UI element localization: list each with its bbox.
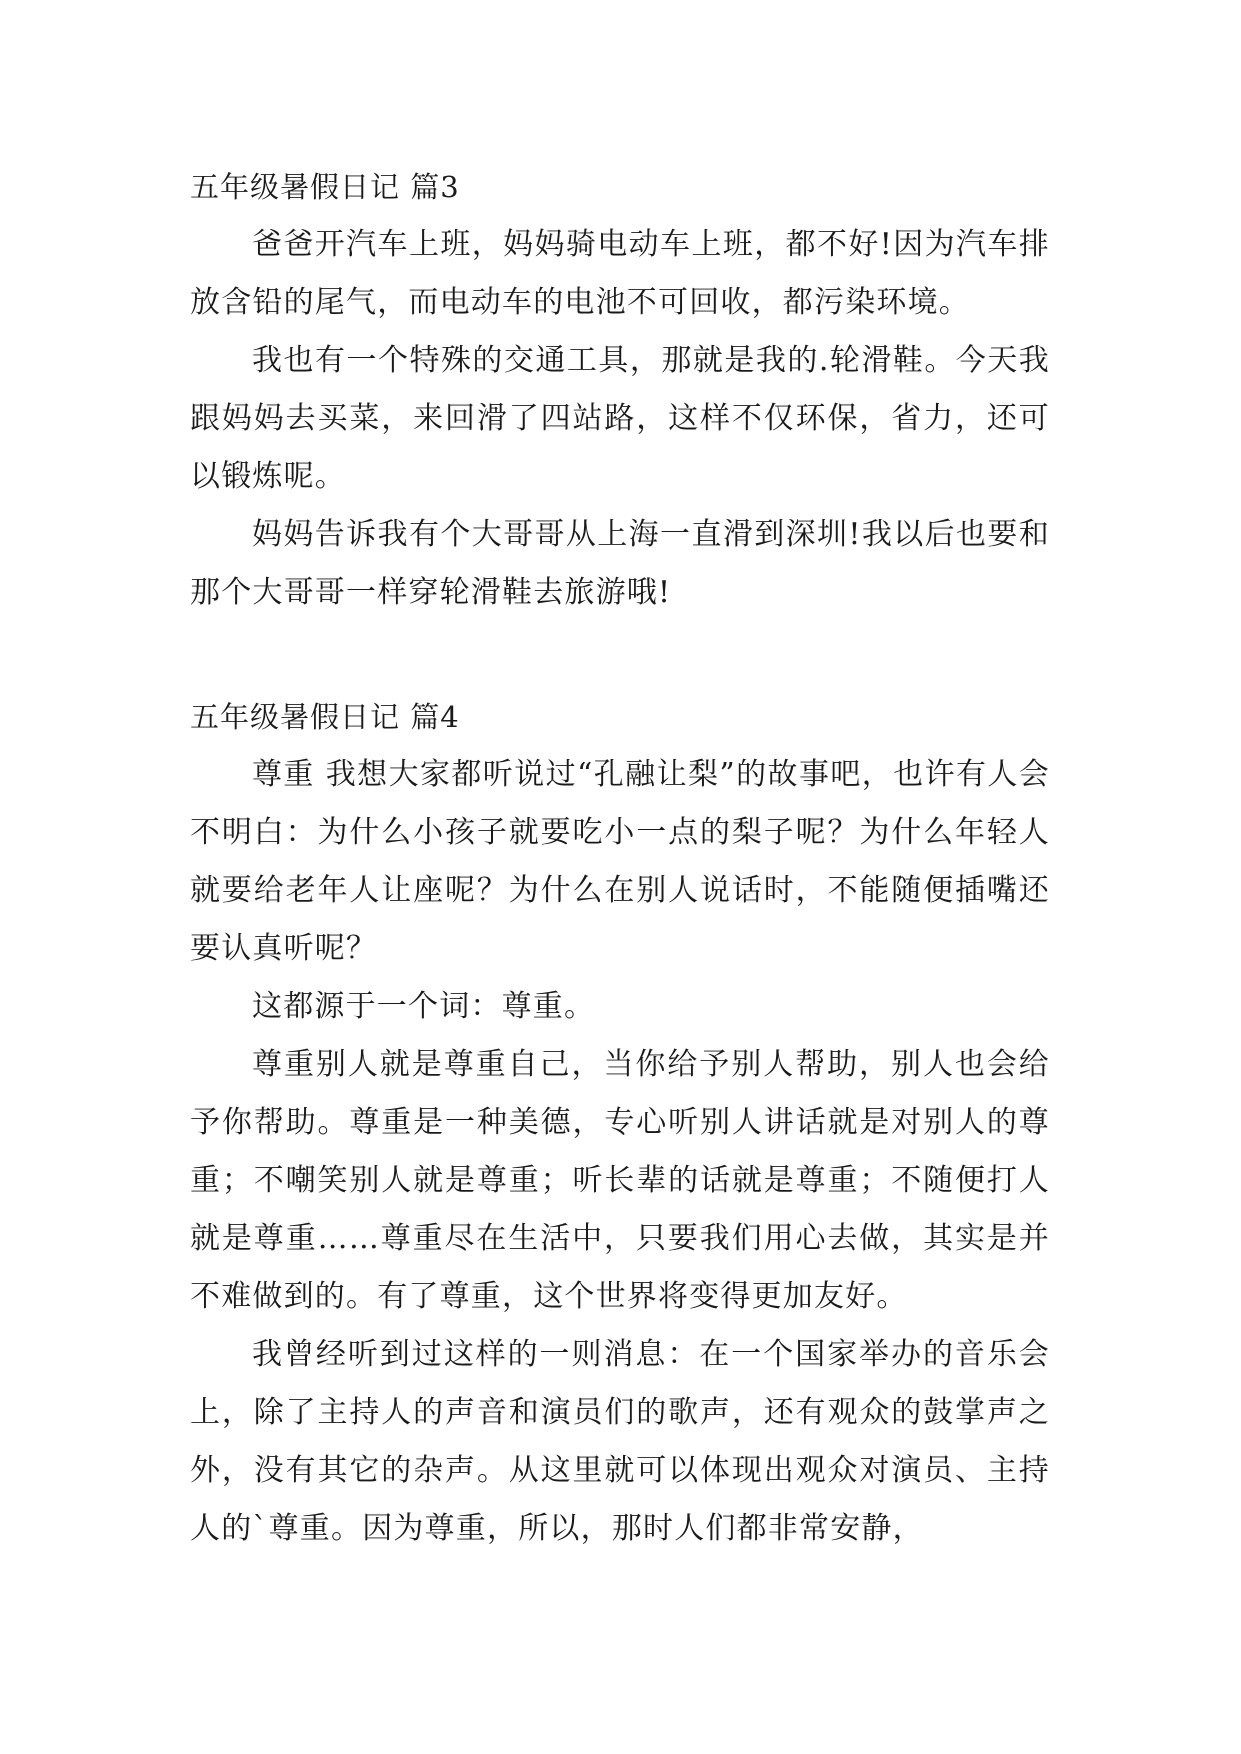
paragraph: 我曾经听到过这样的一则消息：在一个国家举办的音乐会上，除了主持人的声音和演员们的歌声，还有观众的鼓掌声之外，没有其它的杂声。从这里就可以体现出观众对演员、主持人的`尊重。因为尊重，所以，那时人们都非常安静，	[190, 1337, 1050, 1546]
entry-title: 五年级暑假日记 篇3	[190, 170, 460, 204]
entry-title: 五年级暑假日记 篇4	[190, 700, 460, 734]
diary-entry-4	[190, 688, 1050, 1558]
diary-entry-3	[190, 158, 1050, 622]
paragraph: 这都源于一个词：尊重。	[252, 989, 596, 1024]
paragraph: 尊重别人就是尊重自己，当你给予别人帮助，别人也会给予你帮助。尊重是一种美德，专心听别人讲话就是对别人的尊重；不嘲笑别人就是尊重；听长辈的话就是尊重；不随便打人就是尊重……尊重尽在生活中，只要我们用心去做，其实是并不难做到的。有了尊重，这个世界将变得更加友好。	[190, 1047, 1050, 1314]
paragraph: 尊重 我想大家都听说过“孔融让梨”的故事吧，也许有人会不明白：为什么小孩子就要吃小一点的梨子呢？为什么年轻人就要给老年人让座呢？为什么在别人说话时，不能随便插嘴还要认真听呢？	[190, 757, 1050, 966]
paragraph: 妈妈告诉我有个大哥哥从上海一直滑到深圳!我以后也要和那个大哥哥一样穿轮滑鞋去旅游哦!	[190, 517, 1050, 610]
paragraph: 我也有一个特殊的交通工具，那就是我的.轮滑鞋。今天我跟妈妈去买菜，来回滑了四站路，这样不仅环保，省力，还可以锻炼呢。	[190, 343, 1050, 494]
paragraph: 爸爸开汽车上班，妈妈骑电动车上班，都不好!因为汽车排放含铅的尾气，而电动车的电池不可回收，都污染环境。	[190, 227, 1050, 320]
